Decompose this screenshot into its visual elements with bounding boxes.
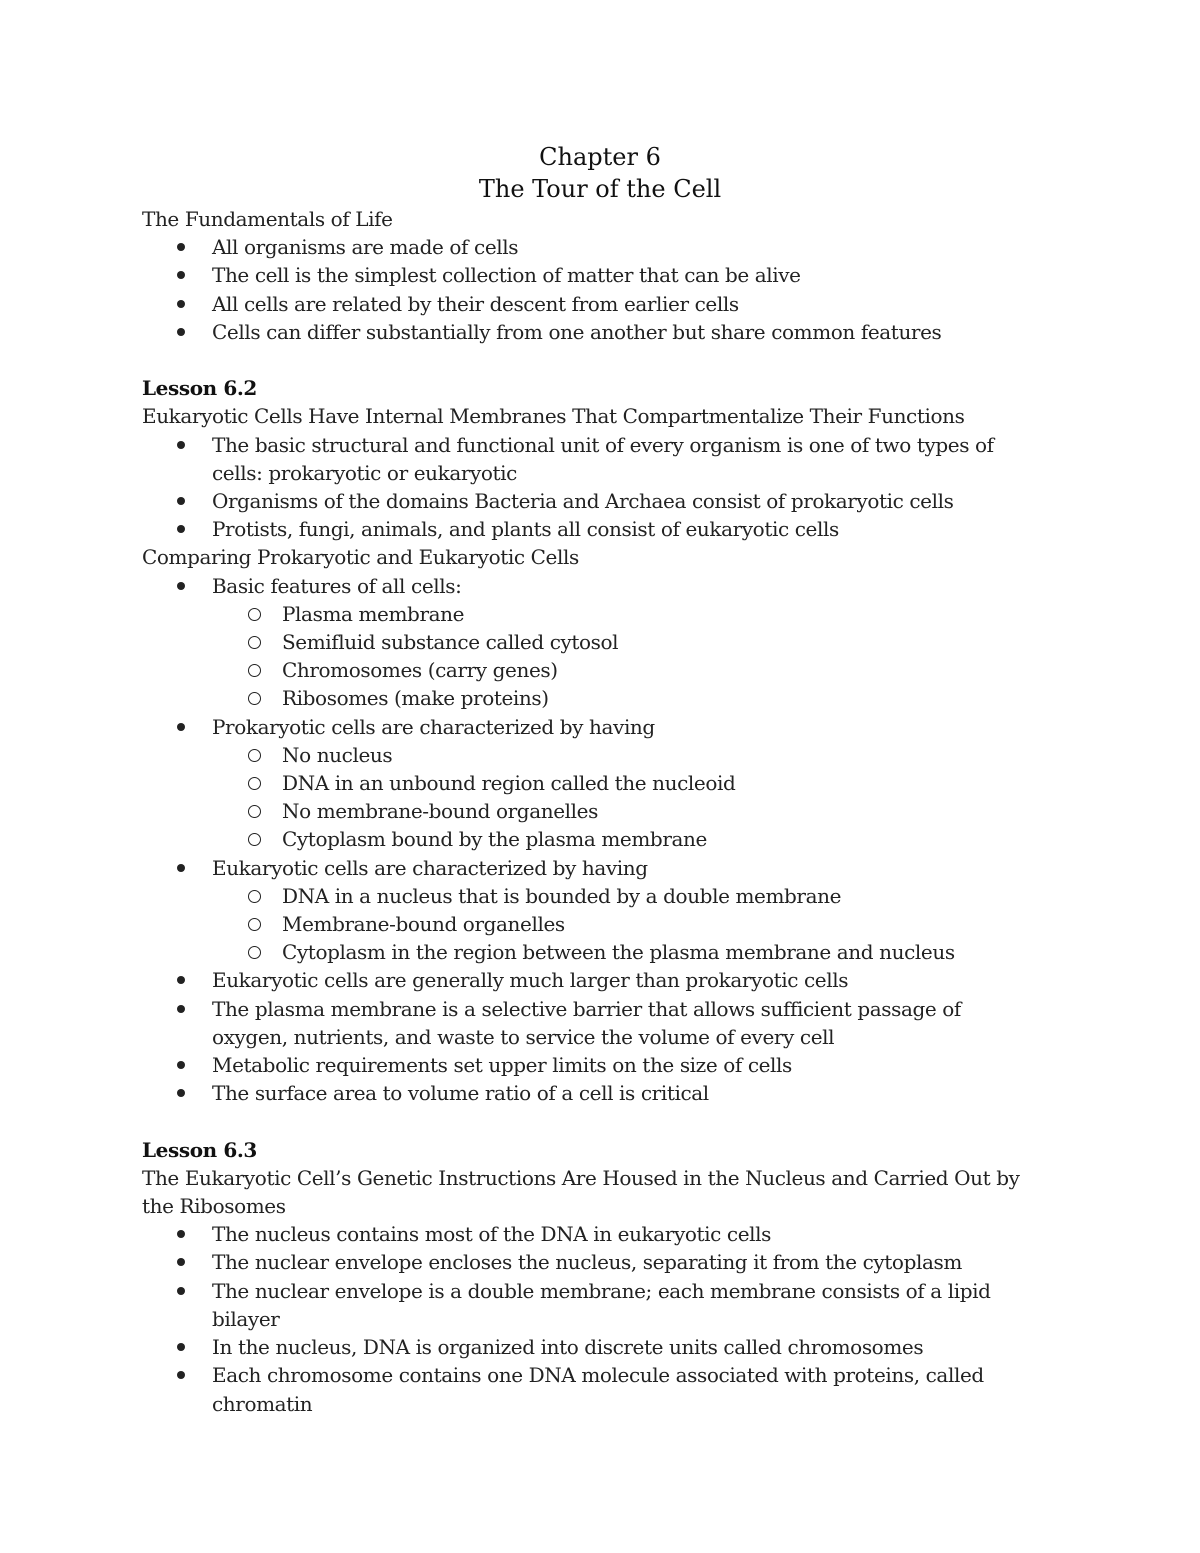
list-item-text: Protists, fungi, animals, and plants all consist of eukaryotic cells [212, 517, 839, 542]
bullet-circle-icon [248, 946, 261, 959]
bullet-dot-icon [177, 525, 185, 533]
bullet-dot-icon [177, 300, 185, 308]
sublist-item [142, 882, 1042, 910]
sublist-item [142, 910, 1042, 938]
bullet-dot-icon [177, 497, 185, 505]
title-block [0, 141, 1200, 205]
list-item [142, 713, 1042, 741]
list-item-text: The cell is the simplest collection of matter that can be alive [212, 263, 801, 288]
lesson-6-2-label: Lesson 6.2 [142, 376, 257, 401]
list-item-text: Eukaryotic cells are characterized by having [212, 855, 648, 880]
list-item [142, 1333, 1042, 1361]
bullet-dot-icon [177, 1371, 185, 1379]
list-item [142, 1361, 1042, 1417]
bullet-circle-icon [248, 777, 261, 790]
eukaryotic-list [142, 854, 1042, 882]
list-item-text: Each chromosome contains one DNA molecule associated with proteins, called chromatin [212, 1363, 984, 1416]
list-item [142, 1277, 1042, 1333]
sublist-item-text: DNA in an unbound region called the nucleoid [282, 771, 736, 796]
bullet-circle-icon [248, 608, 261, 621]
bullet-dot-icon [177, 1343, 185, 1351]
list-item-text: The nuclear envelope is a double membrane; each membrane consists of a lipid bilayer [212, 1278, 991, 1331]
bullet-dot-icon [177, 1258, 185, 1266]
basic-features-sublist [142, 600, 1042, 713]
bullet-dot-icon [177, 723, 185, 731]
sublist-item [142, 825, 1042, 853]
chapter-number: Chapter 6 [539, 143, 661, 171]
bullet-dot-icon [177, 271, 185, 279]
list-item-text: Organisms of the domains Bacteria and Archaea consist of prokaryotic cells [212, 489, 954, 514]
list-item [142, 290, 1042, 318]
sublist-item [142, 938, 1042, 966]
bullet-dot-icon [177, 1005, 185, 1013]
spacer [142, 346, 1042, 374]
list-item [142, 1051, 1042, 1079]
bullet-circle-icon [248, 833, 261, 846]
list-item-text: Cells can differ substantially from one another but share common features [212, 319, 942, 344]
lesson-6-3-label: Lesson 6.3 [142, 1137, 257, 1162]
document-body [142, 205, 1042, 1418]
bullet-circle-icon [248, 692, 261, 705]
eukaryotic-sublist [142, 882, 1042, 967]
sublist-item [142, 600, 1042, 628]
list-item-text: Metabolic requirements set upper limits on the size of cells [212, 1053, 792, 1078]
comparing-heading: Comparing Prokaryotic and Eukaryotic Cells [142, 545, 579, 570]
list-item-text: Basic features of all cells: [212, 573, 462, 598]
fundamentals-heading: The Fundamentals of Life [142, 207, 393, 231]
sublist-item [142, 741, 1042, 769]
sublist-item [142, 628, 1042, 656]
prokaryotic-list [142, 713, 1042, 741]
bullet-dot-icon [177, 864, 185, 872]
bullet-circle-icon [248, 890, 261, 903]
list-item [142, 487, 1042, 515]
bullet-dot-icon [177, 1230, 185, 1238]
sublist-item [142, 797, 1042, 825]
bullet-dot-icon [177, 1089, 185, 1097]
bullet-dot-icon [177, 243, 185, 251]
list-item-text: The surface area to volume ratio of a cell is critical [212, 1081, 709, 1106]
lesson-6-2-heading: Eukaryotic Cells Have Internal Membranes That Compartmentalize Their Functions [142, 404, 965, 429]
list-item-text: All organisms are made of cells [212, 235, 519, 260]
list-item-text: The plasma membrane is a selective barrier that allows sufficient passage of oxygen, nutrients, and waste to service the volume of every cell [212, 996, 961, 1049]
list-item-text: All cells are related by their descent from earlier cells [212, 291, 739, 316]
list-item-text: Eukaryotic cells are generally much larger than prokaryotic cells [212, 968, 849, 993]
list-item [142, 261, 1042, 289]
bullet-dot-icon [177, 1287, 185, 1295]
list-item-text: The nucleus contains most of the DNA in eukaryotic cells [212, 1222, 771, 1247]
sublist-item-text: Chromosomes (carry genes) [282, 658, 558, 683]
bullet-circle-icon [248, 805, 261, 818]
sublist-item [142, 656, 1042, 684]
list-item [142, 572, 1042, 600]
bullet-dot-icon [177, 582, 185, 590]
list-item [142, 966, 1042, 994]
bullet-circle-icon [248, 918, 261, 931]
sublist-item-text: Ribosomes (make proteins) [282, 686, 549, 711]
lesson-6-2-list [142, 431, 1042, 544]
list-item [142, 1079, 1042, 1107]
list-item-text: The nuclear envelope encloses the nucleus, separating it from the cytoplasm [212, 1250, 962, 1275]
list-item [142, 1248, 1042, 1276]
bullet-dot-icon [177, 1061, 185, 1069]
sublist-item-text: No membrane-bound organelles [282, 799, 598, 824]
lesson-6-3-heading: The Eukaryotic Cell’s Genetic Instructions Are Housed in the Nucleus and Carried Out by the Ribosomes [142, 1165, 1020, 1219]
sublist-item [142, 769, 1042, 797]
lesson-6-3-list [142, 1220, 1042, 1417]
sublist-item-text: DNA in a nucleus that is bounded by a double membrane [282, 883, 842, 908]
list-item [142, 515, 1042, 543]
sublist-item-text: Membrane-bound organelles [282, 912, 565, 937]
bullet-circle-icon [248, 664, 261, 677]
list-item [142, 854, 1042, 882]
sublist-item-text: Semifluid substance called cytosol [282, 630, 619, 655]
list-item-text: The basic structural and functional unit of every organism is one of two types of cells: prokaryotic or eukaryotic [212, 432, 994, 485]
bullet-dot-icon [177, 328, 185, 336]
list-item [142, 1220, 1042, 1248]
list-item-text: In the nucleus, DNA is organized into discrete units called chromosomes [212, 1335, 924, 1360]
chapter-title: The Tour of the Cell [478, 175, 722, 203]
list-item-text: Prokaryotic cells are characterized by having [212, 714, 655, 739]
bullet-circle-icon [248, 749, 261, 762]
prokaryotic-sublist [142, 741, 1042, 854]
size-list [142, 966, 1042, 1107]
list-item [142, 431, 1042, 487]
bullet-dot-icon [177, 976, 185, 984]
bullet-circle-icon [248, 636, 261, 649]
sublist-item [142, 684, 1042, 712]
sublist-item-text: No nucleus [282, 742, 393, 767]
sublist-item-text: Cytoplasm in the region between the plasma membrane and nucleus [282, 940, 955, 965]
list-item [142, 318, 1042, 346]
sublist-item-text: Plasma membrane [282, 601, 465, 626]
fundamentals-list [142, 233, 1042, 346]
sublist-item-text: Cytoplasm bound by the plasma membrane [282, 827, 707, 852]
comparing-list [142, 572, 1042, 600]
list-item [142, 995, 1042, 1051]
list-item [142, 233, 1042, 261]
spacer [142, 1107, 1042, 1135]
bullet-dot-icon [177, 441, 185, 449]
